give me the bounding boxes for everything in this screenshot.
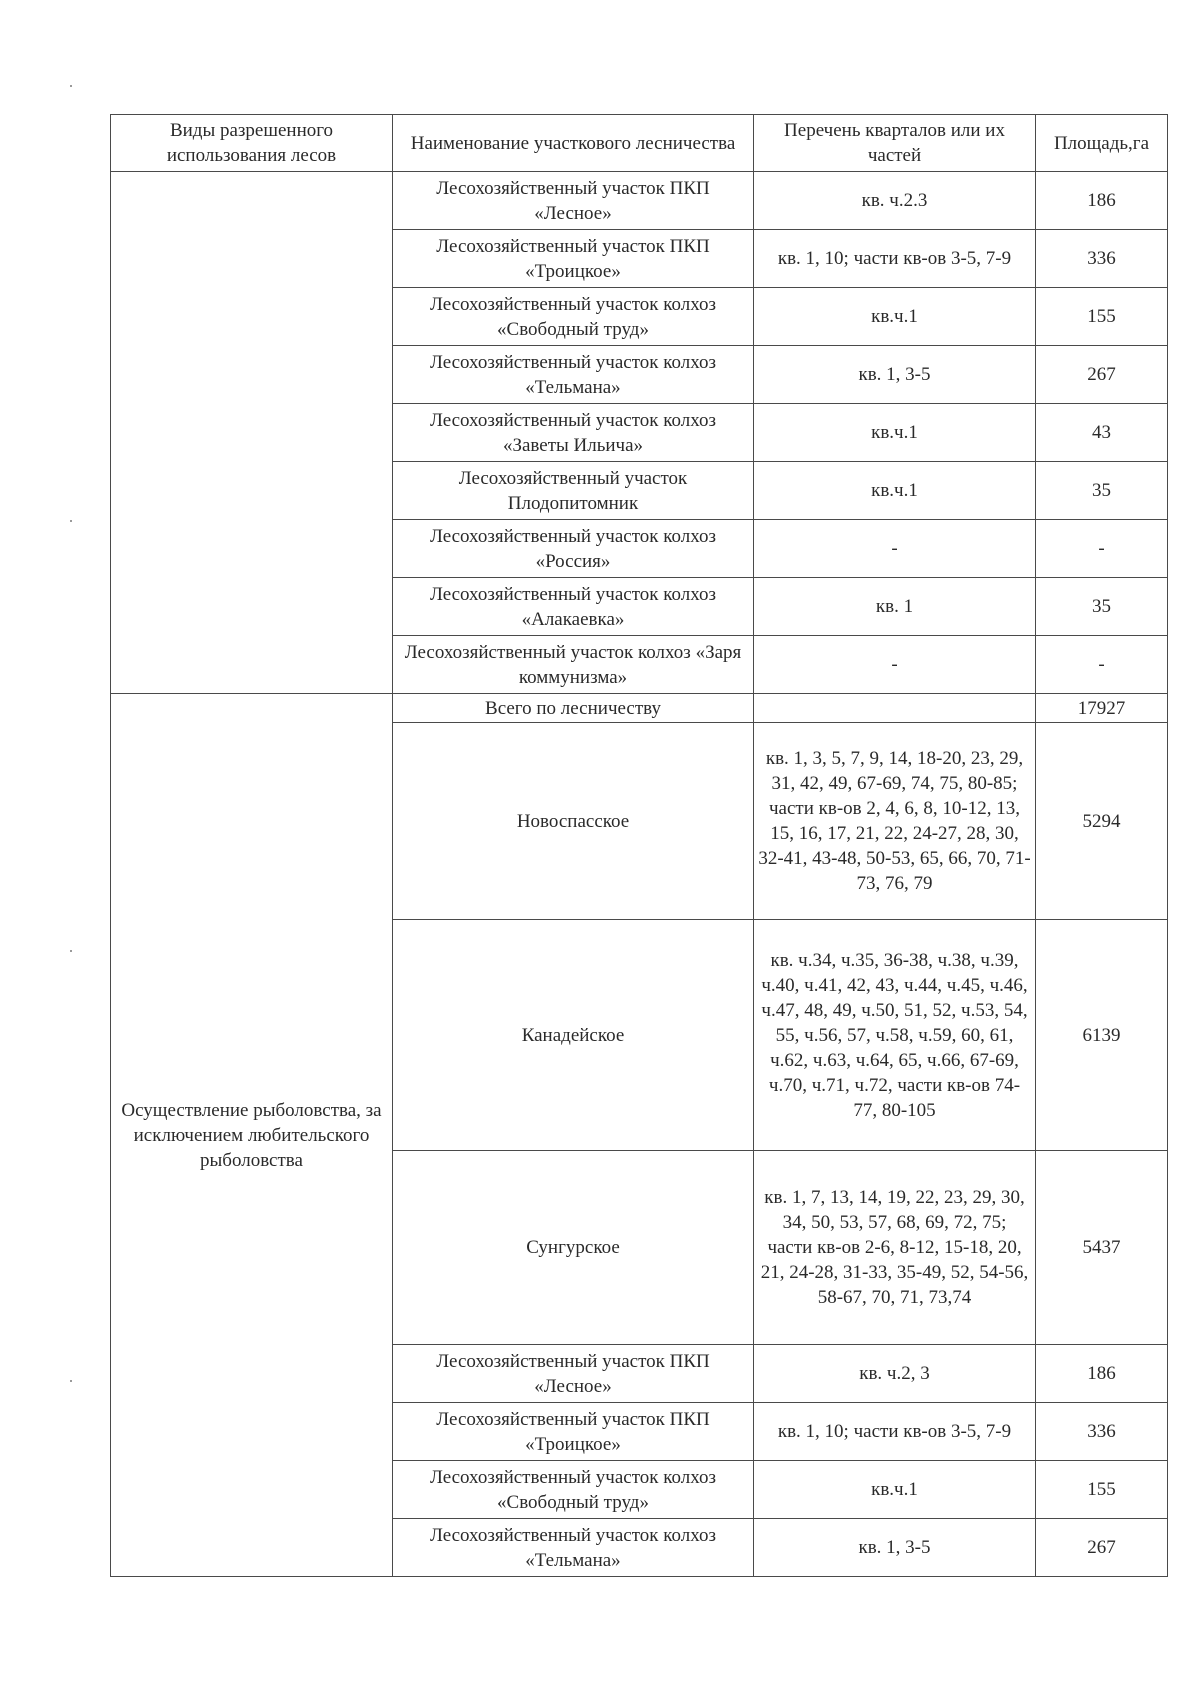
area-cell: 5294 [1036, 723, 1168, 920]
table-row-total [111, 694, 1168, 723]
area-cell: - [1036, 520, 1168, 578]
area-cell: 336 [1036, 1403, 1168, 1461]
area-cell: 43 [1036, 404, 1168, 462]
scan-speck [70, 1380, 72, 1382]
quarters-cell: - [754, 636, 1036, 694]
quarters-cell: кв. ч.34, ч.35, 36-38, ч.38, ч.39, ч.40, ч.41, 42, 43, ч.44, ч.45, ч.46, ч.47, 48, 49, ч.50, 51, 52, ч.53, 54, 55, ч.56, 57, ч.58, ч.59, 60, 61, ч.62, ч.63, ч.64, 65, ч.66, 67-69, ч.70, ч.71, ч.72, части кв-ов 74-77, 80-105 [754, 920, 1036, 1151]
name-cell: Лесохозяйственный участок Плодопитомник [393, 462, 754, 520]
name-cell: Лесохозяйственный участок колхоз «Заветы Ильича» [393, 404, 754, 462]
quarters-cell: кв. 1, 7, 13, 14, 19, 22, 23, 29, 30, 34, 50, 53, 57, 68, 69, 72, 75; части кв-ов 2-6, 8-12, 15-18, 20, 21, 24-28, 31-33, 35-49, 52, 54-56, 58-67, 70, 71, 73,74 [754, 1151, 1036, 1345]
name-cell: Лесохозяйственный участок колхоз «Тельмана» [393, 346, 754, 404]
quarters-cell [754, 694, 1036, 723]
scan-speck [70, 520, 72, 522]
quarters-cell: кв. 1, 3-5 [754, 346, 1036, 404]
area-cell: 267 [1036, 346, 1168, 404]
name-cell: Лесохозяйственный участок ПКП «Лесное» [393, 172, 754, 230]
quarters-cell: кв.ч.1 [754, 404, 1036, 462]
quarters-cell: кв. 1, 10; части кв-ов 3-5, 7-9 [754, 1403, 1036, 1461]
name-cell: Лесохозяйственный участок колхоз «Россия» [393, 520, 754, 578]
area-cell: 336 [1036, 230, 1168, 288]
header-kind: Виды разрешенного использования лесов [111, 115, 393, 172]
name-cell: Лесохозяйственный участок ПКП «Лесное» [393, 1345, 754, 1403]
header-area: Площадь,га [1036, 115, 1168, 172]
area-cell: 186 [1036, 172, 1168, 230]
area-cell: 155 [1036, 288, 1168, 346]
name-cell: Лесохозяйственный участок ПКП «Троицкое» [393, 1403, 754, 1461]
quarters-cell: кв. 1, 3, 5, 7, 9, 14, 18-20, 23, 29, 31, 42, 49, 67-69, 74, 75, 80-85; части кв-ов 2, 4, 6, 8, 10-12, 13, 15, 16, 17, 21, 22, 24-27, 28, 30, 32-41, 43-48, 50-53, 65, 66, 70, 71-73, 76, 79 [754, 723, 1036, 920]
quarters-cell: кв. 1, 3-5 [754, 1519, 1036, 1577]
kind-cell-group1 [111, 172, 393, 694]
scan-speck [70, 950, 72, 952]
area-cell: 6139 [1036, 920, 1168, 1151]
name-cell: Лесохозяйственный участок ПКП «Троицкое» [393, 230, 754, 288]
area-cell: 5437 [1036, 1151, 1168, 1345]
name-cell: Лесохозяйственный участок колхоз «Заря коммунизма» [393, 636, 754, 694]
area-cell: 155 [1036, 1461, 1168, 1519]
scan-speck [70, 85, 72, 87]
area-cell: 186 [1036, 1345, 1168, 1403]
name-cell: Лесохозяйственный участок колхоз «Свободный труд» [393, 1461, 754, 1519]
area-cell: 17927 [1036, 694, 1168, 723]
header-quarters: Перечень кварталов или их частей [754, 115, 1036, 172]
quarters-cell: кв. 1, 10; части кв-ов 3-5, 7-9 [754, 230, 1036, 288]
area-cell: 35 [1036, 578, 1168, 636]
quarters-cell: кв. 1 [754, 578, 1036, 636]
name-cell: Лесохозяйственный участок колхоз «Алакаевка» [393, 578, 754, 636]
area-cell: 267 [1036, 1519, 1168, 1577]
header-row [111, 115, 1168, 172]
name-cell: Сунгурское [393, 1151, 754, 1345]
quarters-cell: кв. ч.2, 3 [754, 1345, 1036, 1403]
area-cell: 35 [1036, 462, 1168, 520]
name-cell: Всего по лесничеству [393, 694, 754, 723]
table-row [111, 172, 1168, 230]
quarters-cell: - [754, 520, 1036, 578]
quarters-cell: кв.ч.1 [754, 288, 1036, 346]
area-cell: - [1036, 636, 1168, 694]
quarters-cell: кв. ч.2.3 [754, 172, 1036, 230]
quarters-cell: кв.ч.1 [754, 462, 1036, 520]
name-cell: Лесохозяйственный участок колхоз «Тельмана» [393, 1519, 754, 1577]
name-cell: Канадейское [393, 920, 754, 1151]
name-cell: Лесохозяйственный участок колхоз «Свободный труд» [393, 288, 754, 346]
forest-use-table [110, 114, 1168, 1577]
name-cell: Новоспасское [393, 723, 754, 920]
quarters-cell: кв.ч.1 [754, 1461, 1036, 1519]
header-name: Наименование участкового лесничества [393, 115, 754, 172]
kind-cell-fishing: Осуществление рыболовства, за исключением любительского рыболовства [111, 694, 393, 1577]
